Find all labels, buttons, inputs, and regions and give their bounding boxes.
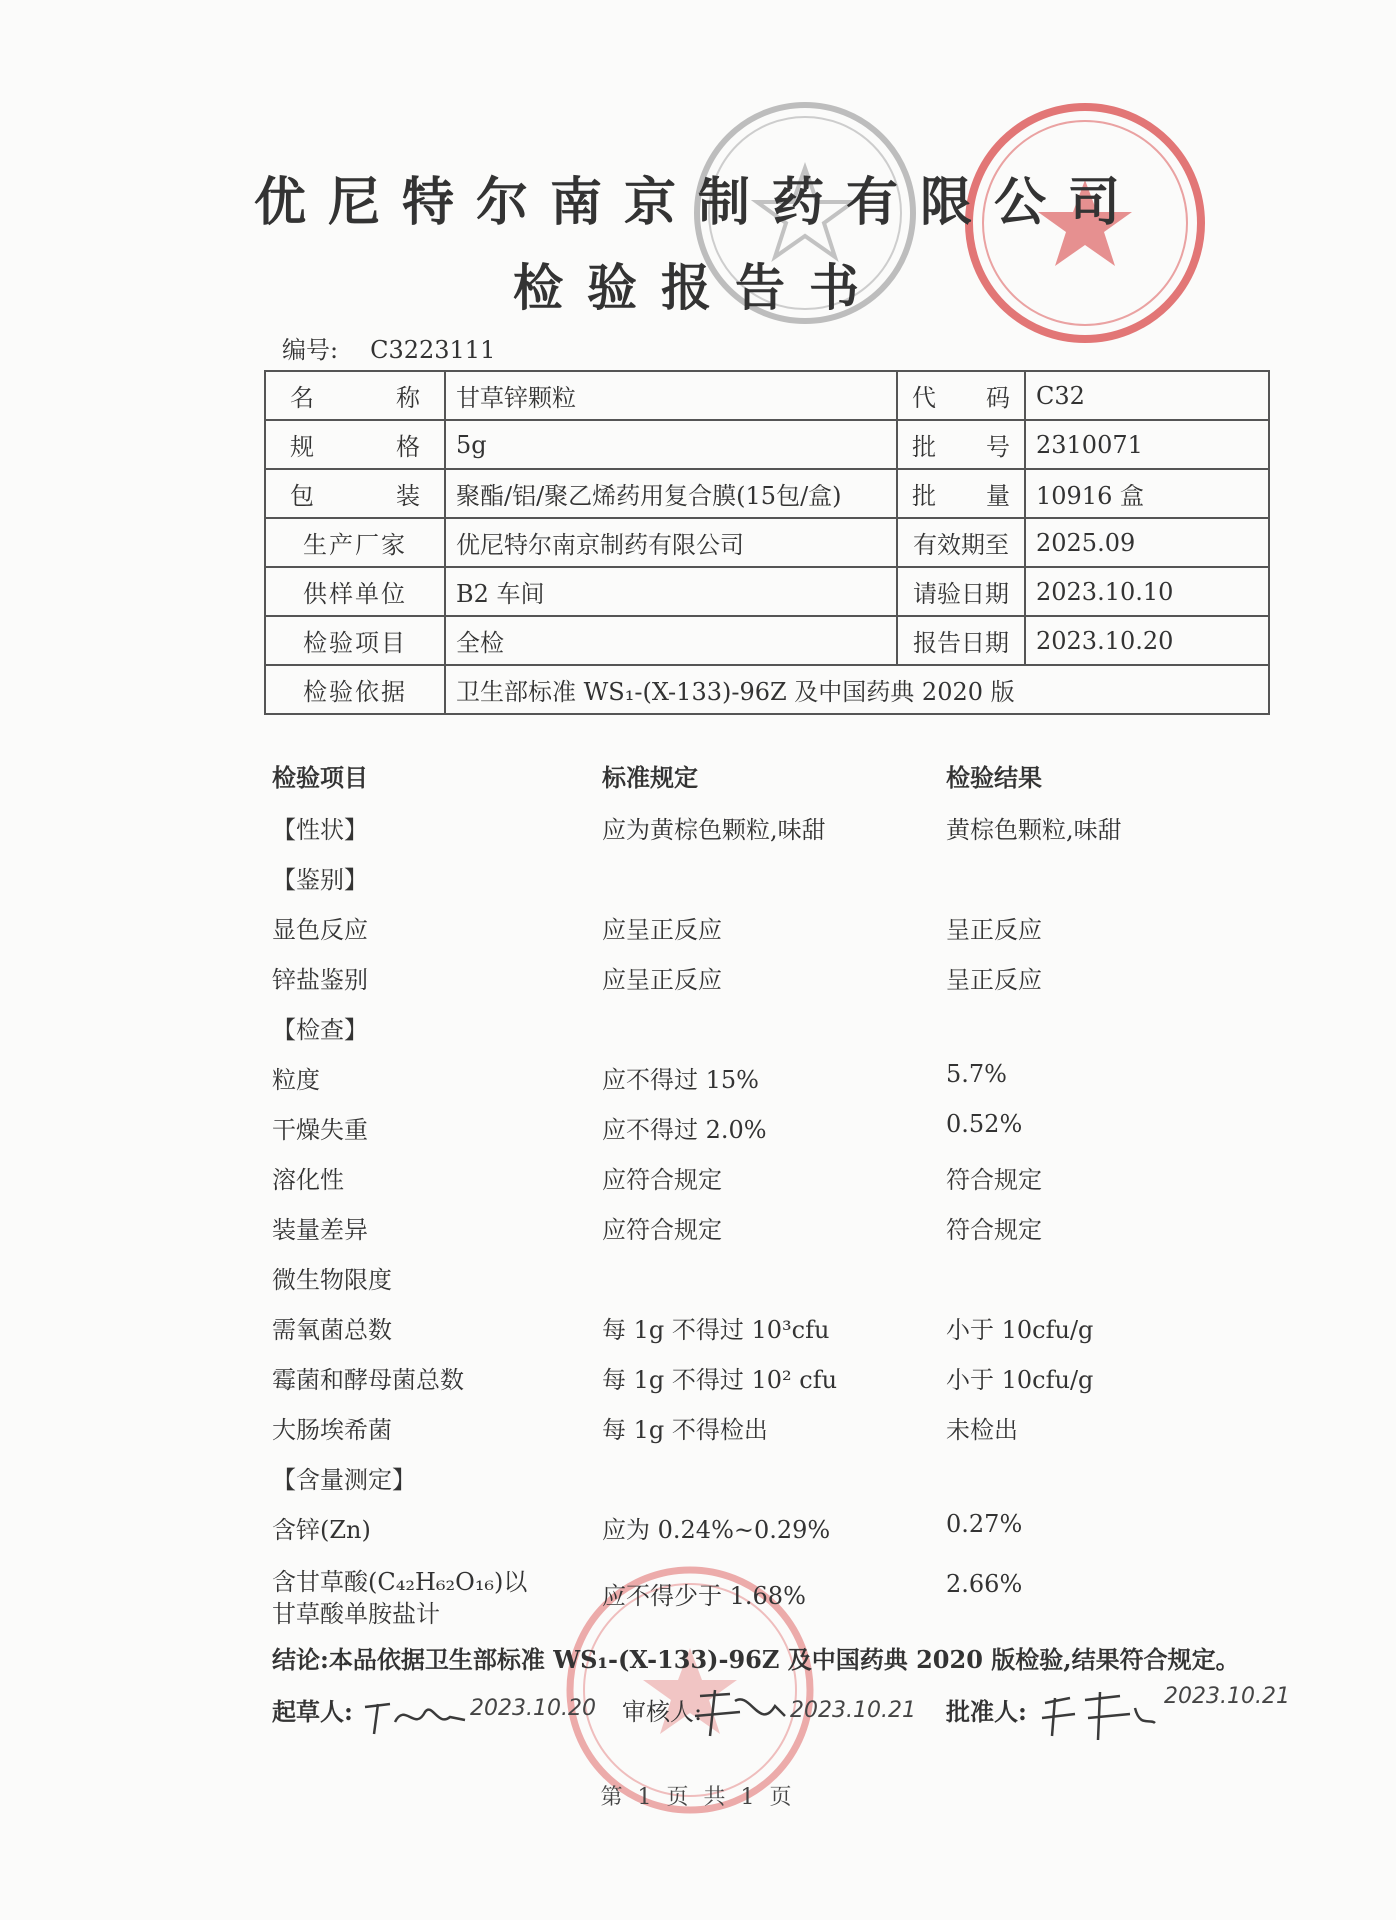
table-row <box>265 371 1269 420</box>
result-cell: 小于 10cfu/g <box>946 1316 1094 1344</box>
result-row <box>0 1210 1396 1260</box>
item-cell: 溶化性 <box>272 1166 344 1194</box>
standard-cell: 应符合规定 <box>602 1216 722 1244</box>
result-cell: 符合规定 <box>946 1166 1042 1194</box>
serial-value: C3223111 <box>370 336 496 364</box>
item-cell: 微生物限度 <box>272 1266 392 1294</box>
value-cell: 甘草锌颗粒 <box>445 371 897 420</box>
table-row <box>265 469 1269 518</box>
label-cell: 检验项目 <box>265 616 445 665</box>
standard-cell: 每 1g 不得过 10³cfu <box>602 1316 830 1344</box>
label-cell: 名称 <box>265 371 445 420</box>
standard-cell: 每 1g 不得检出 <box>602 1416 768 1444</box>
standard-cell: 应不得过 15% <box>602 1066 759 1094</box>
item-cell-line1: 含甘草酸(C₄₂H₆₂O₁₆)以 <box>272 1568 528 1596</box>
approver-signature-icon <box>1040 1688 1160 1748</box>
value-cell: B2 车间 <box>445 567 897 616</box>
result-row <box>0 1010 1396 1060</box>
item-cell: 【性状】 <box>272 816 368 844</box>
result-cell: 黄棕色颗粒,味甜 <box>946 816 1122 844</box>
result-row <box>0 1510 1396 1560</box>
result-row <box>0 910 1396 960</box>
result-row <box>0 1310 1396 1360</box>
label-cell: 有效期至 <box>897 518 1025 567</box>
value-cell: 卫生部标准 WS₁-(X-133)-96Z 及中国药典 2020 版 <box>445 665 1269 714</box>
label-cell: 批号 <box>897 420 1025 469</box>
company-name: 优尼特尔南京制药有限公司 <box>253 172 1142 233</box>
value-cell: 优尼特尔南京制药有限公司 <box>445 518 897 567</box>
serial-label: 编号: <box>282 336 339 364</box>
result-cell: 呈正反应 <box>946 916 1042 944</box>
drafter-signature-date: 2023.10.20 <box>470 1696 596 1721</box>
label-cell: 请验日期 <box>897 567 1025 616</box>
standard-cell: 应符合规定 <box>602 1166 722 1194</box>
label-cell: 报告日期 <box>897 616 1025 665</box>
result-cell: 2.66% <box>946 1570 1023 1598</box>
item-cell: 粒度 <box>272 1066 320 1094</box>
result-row <box>0 1410 1396 1460</box>
result-cell: 5.7% <box>946 1060 1007 1088</box>
drafter-signature-icon <box>360 1692 470 1742</box>
column-header-result: 检验结果 <box>946 763 1042 792</box>
result-cell: 未检出 <box>946 1416 1018 1444</box>
standard-cell: 应呈正反应 <box>602 916 722 944</box>
approver-signature-date: 2023.10.21 <box>1164 1684 1290 1709</box>
standard-cell: 应呈正反应 <box>602 966 722 994</box>
item-cell: 含锌(Zn) <box>272 1516 371 1544</box>
result-row <box>0 1260 1396 1310</box>
item-cell: 【含量测定】 <box>272 1466 416 1494</box>
label-cell: 检验依据 <box>265 665 445 714</box>
item-cell: 显色反应 <box>272 916 368 944</box>
standard-cell: 每 1g 不得过 10² cfu <box>602 1366 838 1394</box>
label-cell: 包装 <box>265 469 445 518</box>
item-cell: 【鉴别】 <box>272 866 368 894</box>
item-cell: 【检查】 <box>272 1016 368 1044</box>
value-cell: C32 <box>1025 371 1269 420</box>
result-row <box>0 810 1396 860</box>
reviewer-label: 审核人: <box>622 1698 703 1726</box>
reviewer-signature-icon <box>690 1686 790 1744</box>
result-cell: 0.52% <box>946 1110 1023 1138</box>
product-info-table <box>264 370 1270 715</box>
reviewer-signature-date: 2023.10.21 <box>790 1698 916 1723</box>
approver-label: 批准人: <box>946 1697 1027 1726</box>
page-number: 第 1 页 共 1 页 <box>600 1785 796 1810</box>
document-title: 检验报告书 <box>513 258 883 317</box>
label-cell: 规格 <box>265 420 445 469</box>
conclusion: 结论:本品依据卫生部标准 WS₁-(X-133)-96Z 及中国药典 2020 版检验,结果符合规定。 <box>272 1645 1240 1674</box>
result-cell: 小于 10cfu/g <box>946 1366 1094 1394</box>
result-row <box>0 1562 1396 1632</box>
value-cell: 10916 盒 <box>1025 469 1269 518</box>
item-cell-line2: 甘草酸单胺盐计 <box>272 1600 440 1628</box>
table-row <box>265 616 1269 665</box>
standard-cell: 应不得少于 1.68% <box>602 1582 806 1610</box>
standard-cell: 应不得过 2.0% <box>602 1116 767 1144</box>
label-cell: 供样单位 <box>265 567 445 616</box>
table-row <box>265 518 1269 567</box>
item-cell: 锌盐鉴别 <box>272 966 368 994</box>
value-cell: 2023.10.10 <box>1025 567 1269 616</box>
value-cell: 2025.09 <box>1025 518 1269 567</box>
item-cell: 大肠埃希菌 <box>272 1416 392 1444</box>
value-cell: 全检 <box>445 616 897 665</box>
item-cell: 装量差异 <box>272 1216 368 1244</box>
column-header-item: 检验项目 <box>272 763 368 792</box>
value-cell: 聚酯/铝/聚乙烯药用复合膜(15包/盒) <box>445 469 897 518</box>
serial-number <box>282 330 495 365</box>
label-cell: 批量 <box>897 469 1025 518</box>
result-cell: 0.27% <box>946 1510 1023 1538</box>
label-cell: 生产厂家 <box>265 518 445 567</box>
result-row <box>0 1360 1396 1410</box>
table-row <box>265 567 1269 616</box>
item-cell: 霉菌和酵母菌总数 <box>272 1366 464 1394</box>
result-row <box>0 1060 1396 1110</box>
result-cell: 呈正反应 <box>946 966 1042 994</box>
drafter-label: 起草人: <box>272 1697 353 1726</box>
standard-cell: 应为黄棕色颗粒,味甜 <box>602 816 826 844</box>
result-row <box>0 1160 1396 1210</box>
result-row <box>0 860 1396 910</box>
value-cell: 5g <box>445 420 897 469</box>
signature-line <box>0 1684 1396 1752</box>
result-row <box>0 1460 1396 1510</box>
table-row <box>265 420 1269 469</box>
value-cell: 2023.10.20 <box>1025 616 1269 665</box>
standard-cell: 应为 0.24%~0.29% <box>602 1516 831 1544</box>
result-row <box>0 960 1396 1010</box>
item-cell: 干燥失重 <box>272 1116 368 1144</box>
result-row <box>0 1110 1396 1160</box>
item-cell: 需氧菌总数 <box>272 1316 392 1344</box>
value-cell: 2310071 <box>1025 420 1269 469</box>
result-cell: 符合规定 <box>946 1216 1042 1244</box>
column-header-standard: 标准规定 <box>602 763 698 792</box>
table-row <box>265 665 1269 714</box>
label-cell: 代码 <box>897 371 1025 420</box>
